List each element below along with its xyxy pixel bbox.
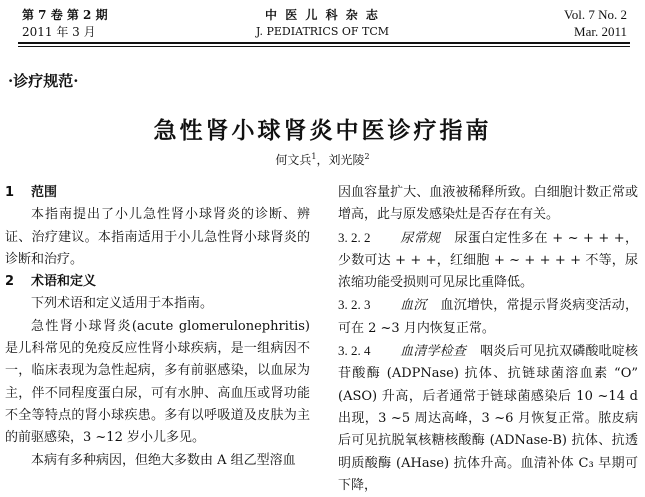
journal-header xyxy=(0,0,645,54)
author-separator: ， xyxy=(316,153,329,167)
header-rule-thick xyxy=(18,42,630,44)
subsection-3-2-2 xyxy=(338,227,638,295)
section-number: 1 xyxy=(5,185,15,200)
date-en: Mar. 2011 xyxy=(574,24,627,39)
paragraph: 本指南提出了小儿急性肾小球肾炎的诊断、辨证、治疗建议。本指南适用于小儿急性肾小球肾炎的诊断和治疗。 xyxy=(5,207,310,267)
section-heading-terms xyxy=(5,271,310,293)
subsection-title: 尿常规 xyxy=(400,230,441,246)
subsection-number: 3. 2. 2 xyxy=(338,229,371,245)
paragraph: 急性肾小球肾炎(acute glomerulonephritis)是儿科常见的免疫反应性肾小球疾病，是一组病因不一，临床表现为急性起病，多有前驱感染，以血尿为主，伴不同程度蛋白尿，可有水肿、高血压或肾功能不全等特点的肾小球疾患。多有以呼吸道及皮肤为主的前驱感染，3 ~12 岁小儿多见。 xyxy=(5,318,310,446)
paragraph-continued: 因血容量扩大、血液被稀释所致。白细胞计数正常或增高，此与原发感染灶是否存在有关。 xyxy=(338,185,638,223)
affiliation-mark: 1 xyxy=(311,152,317,161)
paragraph: 本病有多种病因，但绝大多数由 A 组乙型溶血 xyxy=(31,452,296,468)
affiliation-mark: 2 xyxy=(364,152,370,161)
volume-issue-en: Vol. 7 No. 2 xyxy=(564,7,627,22)
author-name: 刘光陵 xyxy=(328,153,365,167)
section-title: 术语和定义 xyxy=(31,274,97,290)
subsection-body: 尿蛋白定性多在 + ~ + + +，少数可达 + + +，红细胞 + ~ + + + + 不等，尿浓缩功能受损则可见尿比重降低。 xyxy=(338,230,638,291)
date-cn: 2011 年 3 月 xyxy=(22,25,96,39)
author-name: 何文兵 xyxy=(275,153,312,167)
author-line xyxy=(0,151,645,168)
right-column xyxy=(338,182,638,497)
paragraph: 下列术语和定义适用于本指南。 xyxy=(31,296,214,312)
journal-name-cn: 中 医 儿 科 杂 志 xyxy=(265,8,380,22)
article-title: 急性肾小球肾炎中医诊疗指南 xyxy=(153,117,492,144)
section-tag: ·诊疗规范· xyxy=(8,72,79,90)
subsection-body: 咽炎后可见抗双磷酸吡啶核苷酸酶 (ADPNase) 抗体、抗链球菌溶血素 “O” (ASO) 升高，后者通常于链球菌感染后 10 ~14 d 出现，3 ~5 周达高峰，3 ~6 月恢复正常。脓皮病后可见抗脱氧核糖核酸酶 (ADNase-B) 抗体、抗透明质酸酶 (AHase) 抗体升高。血清补体 C₃ 早期可下降， xyxy=(338,344,638,493)
header-rule-thin xyxy=(18,46,630,47)
subsection-title: 血沉 xyxy=(400,298,427,314)
subsection-number: 3. 2. 4 xyxy=(338,343,371,359)
section-number: 2 xyxy=(5,274,15,290)
section-heading-scope xyxy=(5,182,310,204)
subsection-number: 3. 2. 3 xyxy=(338,297,371,313)
left-column xyxy=(5,182,310,472)
volume-issue-cn: 第 7 卷 第 2 期 xyxy=(22,8,108,22)
subsection-3-2-3 xyxy=(338,294,638,340)
subsection-3-2-4 xyxy=(338,340,638,497)
subsection-title: 血清学检查 xyxy=(400,344,467,360)
section-title: 范围 xyxy=(31,185,58,200)
subsection-body: 血沉增快，常提示肾炎病变活动，可在 2 ~3 月内恢复正常。 xyxy=(338,298,638,336)
journal-name-en: J. PEDIATRICS OF TCM xyxy=(255,25,390,38)
